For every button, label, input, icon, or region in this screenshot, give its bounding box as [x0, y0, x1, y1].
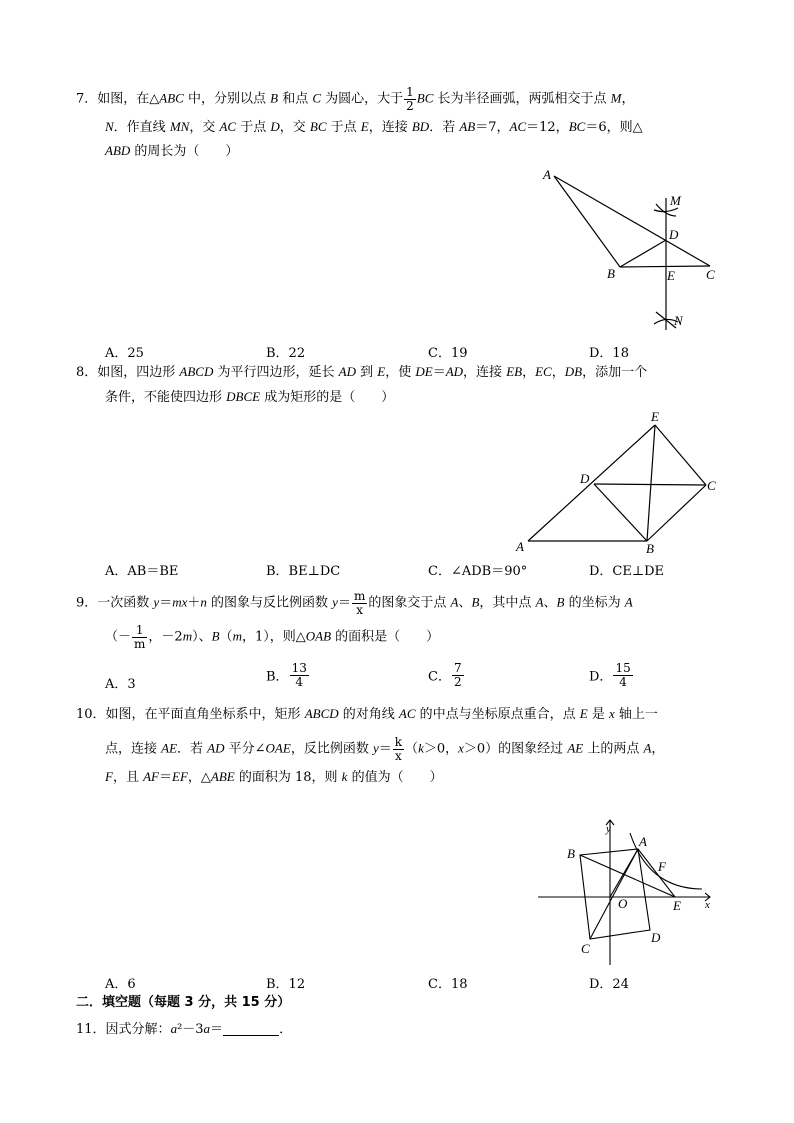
q8-segment-BC [647, 485, 706, 541]
q9-fraction-1-over-m: $\frac{1}{m}$ [134, 623, 146, 651]
q7-line-3: ABD 的周长为（ ） [105, 143, 239, 159]
q7-figure [530, 160, 730, 335]
q8-line-2: 条件，不能使四边形 DBCE 成为矩形的是（ ） [105, 389, 395, 405]
q8-segment-DC [594, 484, 706, 485]
q8-option-d[interactable]: D．CE⊥DE [589, 564, 664, 579]
q8-figure [510, 405, 730, 557]
q7-segment-BC [620, 266, 710, 267]
q8-label-A: A [516, 539, 524, 554]
q10-option-a[interactable]: A．6 [105, 977, 136, 992]
q10-label-y: y [606, 823, 611, 835]
q11-answer-blank[interactable] [223, 1023, 279, 1036]
q7-segment-BD [620, 240, 666, 267]
section-2-title: 二．填空题（每题 3 分，共 15 分） [76, 995, 291, 1010]
q10-line-3: F，且 AF＝EF，△ABE 的面积为 18，则 k 的值为（ ） [105, 769, 443, 785]
q8-number: 8． [76, 365, 98, 380]
q10-label-A: A [639, 834, 647, 849]
q7-label-C: C [706, 267, 715, 282]
q9-option-b[interactable]: B． $\frac{13}{4}$ [266, 661, 307, 689]
q7-segment-AC [554, 176, 710, 266]
q8-label-C: C [707, 478, 716, 493]
q9-line-2: （－ $\frac{1}{m}$ ，－2m）、B（m，1），则△OAB 的面积是（ ） [105, 623, 440, 651]
q7-option-c[interactable]: C．19 [428, 346, 468, 361]
q10-line-2: 点，连接 AE．若 AD 平分∠OAE，反比例函数 y＝ $\frac{k}{x}$ （k＞0，x＞0）的图象经过 AE 上的两点 A， [105, 735, 665, 763]
q10-label-B: B [567, 846, 575, 861]
q10-line-1: 10．如图，在平面直角坐标系中，矩形 ABCD 的对角线 AC 的中点与坐标原点重合，点 E 是 x 轴上一 [76, 706, 658, 722]
q8-segment-DB [594, 484, 647, 541]
q7-label-D: D [669, 227, 679, 242]
q10-number: 10． [76, 707, 106, 722]
q10-rectangle-ABCD [580, 849, 650, 939]
q9-fraction-m-over-x: $\frac{m}{x}$ [353, 589, 366, 617]
q11-line: 11．因式分解：a²－3a＝ ． [76, 1021, 293, 1037]
q10-fraction-k-over-x: $\frac{k}{x}$ [394, 735, 403, 763]
q10-label-O: O [618, 896, 628, 911]
q10-label-C: C [581, 941, 590, 956]
q7-option-b[interactable]: B．22 [266, 346, 306, 361]
q7-label-M: M [670, 193, 681, 208]
q10-segment-AO [610, 849, 638, 897]
q8-segment-AE [528, 425, 655, 541]
q7-line-2: N．作直线 MN，交 AC 于点 D，交 BC 于点 E，连接 BD．若 AB＝7，AC＝12，BC＝6，则△ [105, 119, 643, 135]
q8-option-b[interactable]: B．BE⊥DC [266, 564, 341, 579]
q10-figure [530, 815, 720, 965]
q7-segment-AB [554, 176, 620, 267]
q11-number: 11． [76, 1022, 106, 1037]
q7-fraction: $\frac{1}{2}$ [406, 85, 414, 113]
q7-label-B: B [607, 266, 615, 281]
q9-option-d[interactable]: D． $\frac{15}{4}$ [589, 661, 631, 689]
q7-line-1: 7．如图，在△ABC 中，分别以点 B 和点 C 为圆心，大于 $\frac{1}{2}$ BC 长为半径画弧，两弧相交于点 M， [76, 85, 635, 113]
q8-segment-EC [655, 425, 706, 485]
q9-option-a[interactable]: A．3 [105, 677, 136, 692]
q10-option-d[interactable]: D．24 [589, 977, 629, 992]
q10-label-D: D [651, 930, 661, 945]
q10-option-c[interactable]: C．18 [428, 977, 468, 992]
q7-option-a[interactable]: A．25 [105, 346, 144, 361]
q8-segment-EB [647, 425, 655, 541]
q10-label-x: x [705, 899, 710, 911]
q7-number: 7． [76, 91, 98, 107]
q7-label-N: N [674, 313, 683, 328]
q9-line-1: 9．一次函数 y＝mx＋n 的图象与反比例函数 y＝ $\frac{m}{x}$ 的图象交于点 A、B，其中点 A、B 的坐标为 A [76, 589, 633, 617]
q9-option-c[interactable]: C． $\frac{7}{2}$ [428, 661, 462, 689]
q9-number: 9． [76, 595, 98, 611]
q7-option-d[interactable]: D．18 [589, 346, 629, 361]
q7-label-A: A [543, 167, 551, 182]
q8-label-E: E [651, 409, 659, 424]
q10-label-E: E [673, 898, 681, 913]
q10-label-F: F [658, 859, 666, 874]
q7-label-E: E [667, 268, 675, 283]
q10-option-b[interactable]: B．12 [266, 977, 306, 992]
q8-label-D: D [580, 471, 590, 486]
q8-option-c[interactable]: C．∠ADB＝90° [428, 564, 528, 579]
q8-option-a[interactable]: A．AB＝BE [105, 564, 179, 579]
q8-label-B: B [646, 541, 654, 556]
q8-line-1: 8．如图，四边形 ABCD 为平行四边形，延长 AD 到 E，使 DE＝AD，连接 EB，EC，DB，添加一个 [76, 364, 648, 380]
